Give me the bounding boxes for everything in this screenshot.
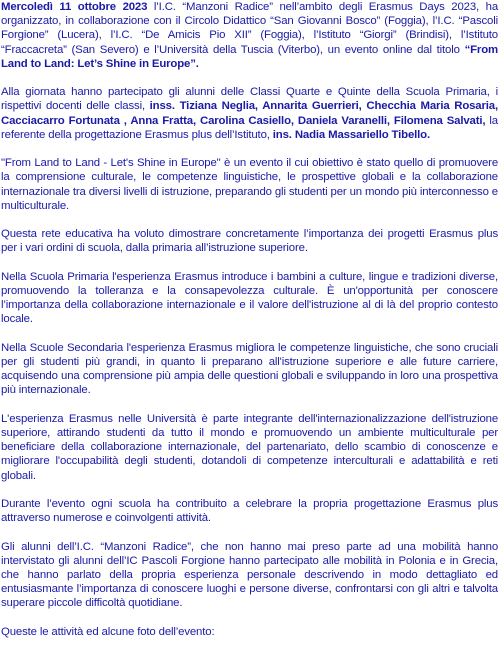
paragraph-objective: "From Land to Land - Let's Shine in Europe" è un evento il cui obiettivo è stato quello di promuovere la comprensione culturale, le competenze linguistiche, le prospettive globali e la collaborazione internazionale tra diversi livelli di istruzione, preparando gli studenti per un mondo più interconnesso e multiculturale. xyxy=(1,157,498,212)
event-date: Mercoledì 11 ottobre 2023 xyxy=(1,1,148,13)
participants-text: Alla giornata hanno partecipato gli alunni delle Classi Quarte e Quinte della Scuola Primaria, i rispettivi docenti delle classi, xyxy=(1,86,498,113)
paragraph-activities: Durante l’evento ogni scuola ha contribuito a celebrare la propria progettazione Erasmus plus attraverso numerose e coinvolgenti attività. xyxy=(1,498,498,525)
intro-text: l’I.C. “Manzoni Radice” nell’ambito degli Erasmus Days 2023, ha organizzato, in collaborazione con il Circolo Didattico “San Giovanni Bosco” (Foggia), l’I.C. “Pascoli Forgione” (Lucera), l’I.C. “De Amicis Pio XII” (Foggia), l’Istituto “Giorgi” (Brindisi), l’Istituto “Fraccacreta” (San Severo) e l’Università della Tuscia (Viterbo), un evento online dal titolo xyxy=(1,1,498,56)
paragraph-network: Questa rete educativa ha voluto dimostrare concretamente l’importanza dei progetti Erasmus plus per i vari ordini di scuola, dalla primaria all’istruzione superiore. xyxy=(1,228,498,255)
paragraph-participants xyxy=(1,85,498,142)
paragraph-intro xyxy=(1,0,498,71)
event-title: “From Land to Land: Let’s Shine in Europe”. xyxy=(1,43,498,70)
paragraph-secondary: Nella Scuole Secondaria l'esperienza Erasmus migliora le competenze linguistiche, che sono cruciali per gli studenti più grandi, in quanto li preparano all'istruzione superiore e alle future carriere, acquisendo una comprensione più ampia delle questioni globali e sviluppando in loro una prospettiva più internazionale. xyxy=(1,341,498,397)
paragraph-interviews: Gli alunni dell’I.C. “Manzoni Radice”, che non hanno mai preso parte ad una mobilità hanno intervistato gli alunni dell’IC Pascoli Forgione hanno partecipato alle mobilità in Polonia e in Grecia, che hanno parlato della propria esperienza personale descrivendo in modo dettagliato ed entusiasmante l’importanza di conoscere luoghi e persone diverse, confrontarsi con gli altri e talvolta superare piccole difficoltà quotidiane. xyxy=(1,540,498,610)
referent-name: ins. Nadia Massariello Tibello. xyxy=(272,128,430,141)
paragraph-primary: Nella Scuola Primaria l'esperienza Erasmus introduce i bambini a culture, lingue e tradizioni diverse, promuovendo la tolleranza e la consapevolezza culturale. È un'opportunità per conoscere l’importanza della collaborazione internazionale e il valore dell'istruzione al di là del proprio contesto locale. xyxy=(1,270,498,326)
paragraph-university: L'esperienza Erasmus nelle Università è parte integrante dell'internazionalizzazione dell'istruzione superiore, attirando studenti da tutto il mondo e promuovendo un ambiente multiculturale per beneficiare della collaborazione internazionale, del partenariato, dello scambio di conoscenze e migliorare l'occupabilità degli studenti, dotandoli di competenze interculturali e adattabilità e reti globali. xyxy=(1,412,498,482)
teachers-list: inss. Tiziana Neglia, Annarita Guerrieri, Checchia Maria Rosaria, Cacciacarro Fortunata , Anna Fratta, Carolina Casiello, Daniela Varanelli, Filomena Salvati, xyxy=(1,100,498,127)
referent-text: la referente della progettazione Erasmus plus dell’Istituto, xyxy=(1,114,498,141)
paragraph-photos-intro: Queste le attività ed alcune foto dell’evento: xyxy=(1,625,215,638)
